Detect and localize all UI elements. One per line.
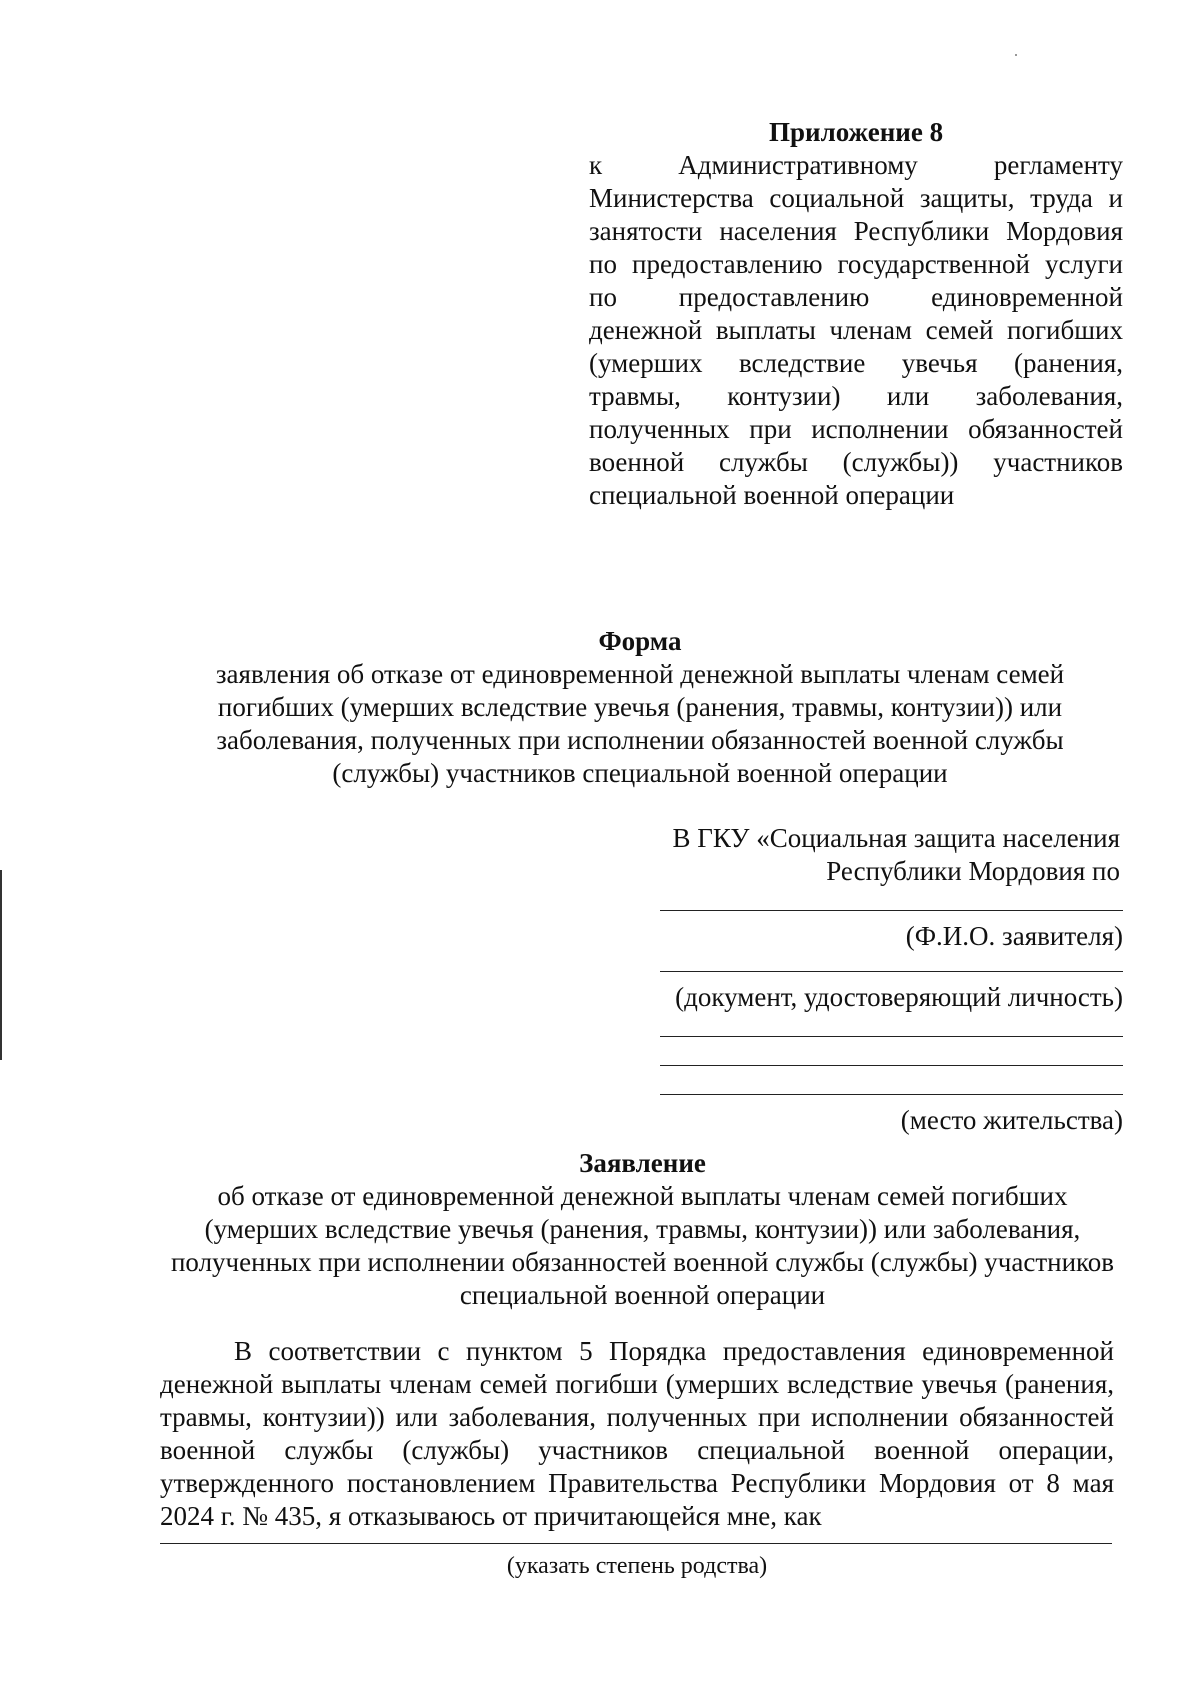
addressee-line-2: Республики Мордовия по — [826, 856, 1120, 886]
scan-speck — [1015, 54, 1017, 56]
fio-fill-line — [660, 910, 1123, 911]
appendix-block — [589, 116, 1123, 512]
form-title: Форма — [598, 626, 682, 656]
scan-edge-mark — [0, 870, 2, 1060]
form-subtitle: заявления об отказе от единовременной денежной выплаты членам семей погибших (умерших вследствие увечья (ранения, травмы, контузии)) или заболевания, полученных при исполнении обязанностей военной службы (службы) участников специальной военной операции — [215, 659, 1065, 788]
statement-body: В соответствии с пунктом 5 Порядка предоставления единовременной денежной выплаты членам семей погибши (умерших вследствие увечья (ранения, травмы, контузии)) или заболевания, полученных при исполнении обязанностей военной службы (службы) участников специальной военной операции, утвержденного постановлением Правительства Республики Мордовия от 8 мая 2024 г. № 435, я отказываюсь от причитающейся мне, как — [160, 1336, 1114, 1531]
addressee-line-1: В ГКУ «Социальная защита населения — [672, 823, 1120, 853]
residence-fill-line-3 — [660, 1094, 1123, 1095]
statement-heading — [160, 1147, 1125, 1312]
document-fill-line — [660, 971, 1123, 972]
residence-caption: (место жительства) — [900, 1105, 1123, 1135]
appendix-title: Приложение 8 — [769, 117, 944, 147]
fio-caption: (Ф.И.О. заявителя) — [905, 921, 1123, 951]
residence-fill-line-1 — [660, 1036, 1123, 1037]
document-caption: (документ, удостоверяющий личность) — [675, 982, 1123, 1012]
relation-fill-line — [160, 1543, 1112, 1544]
form-caption — [180, 625, 1100, 790]
appendix-body: к Административному регламенту Министерства социальной защиты, труда и занятости населения Республики Мордовия по предоставлению государственной услуги по предоставлению единовременной денежной выплаты членам семей погибших (умерших вследствие увечья (ранения, травмы, контузии) или заболевания, полученных при исполнении обязанностей военной службы (службы)) участников специальной военной операции — [589, 150, 1123, 510]
statement-subtitle: об отказе от единовременной денежной выплаты членам семей погибших (умерших вследствие увечья (ранения, травмы, контузии)) или заболевания, полученных при исполнении обязанностей военной службы (службы) участников специальной военной операции — [170, 1181, 1115, 1310]
statement-title: Заявление — [579, 1148, 706, 1178]
relation-caption: (указать степень родства) — [506, 1553, 768, 1579]
addressee-block — [650, 822, 1120, 888]
residence-fill-line-2 — [660, 1065, 1123, 1066]
